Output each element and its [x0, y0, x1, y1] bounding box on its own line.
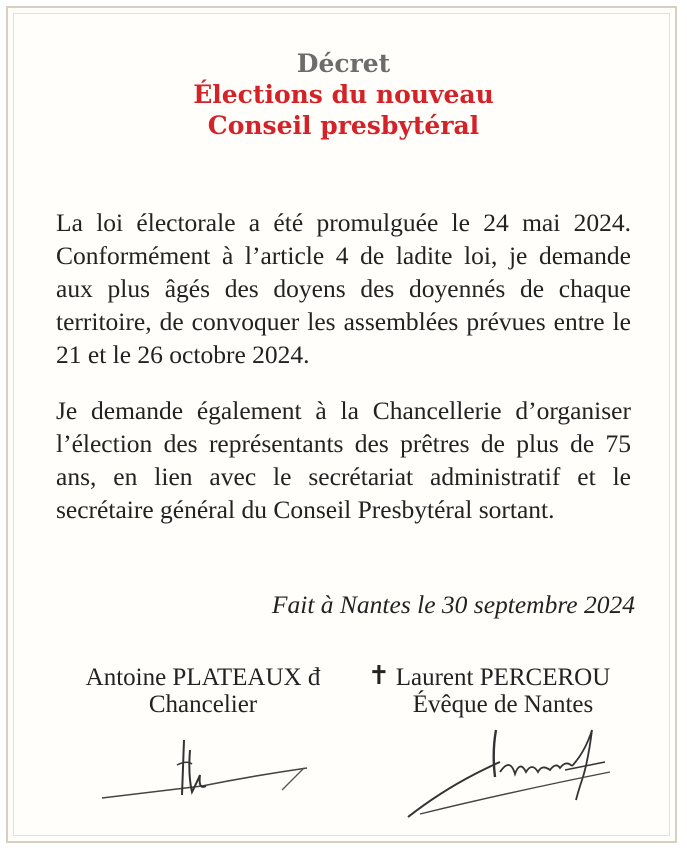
signatory-right-name: Laurent PERCEROU [395, 664, 611, 691]
signatory-right-role: Évêque de Nantes [412, 691, 594, 718]
signatory-left-name: Antoine PLATEAUX đ [85, 664, 321, 691]
decree-header [0, 48, 687, 141]
signatory-left [58, 664, 348, 718]
decree-title-line2: Conseil presbytéral [207, 111, 480, 140]
decree-title-line1: Élections du nouveau [193, 80, 494, 109]
signatory-right [362, 664, 644, 718]
paragraph-1: La loi électorale a été promulguée le 24 mai 2024. Conformément à l’article 4 de ladite loi, je demande aux plus âgés des doyens des doyennés de chaque territoire, de convoquer les assemblées prévues entre le 21 et le 26 octobre 2024. [56, 208, 631, 369]
cross-icon: ✝ [368, 661, 390, 691]
signature-chancelier-image [72, 720, 324, 830]
decree-type: Décret [296, 49, 391, 78]
signature-eveque-image [400, 722, 650, 832]
place-date: Fait à Nantes le 30 septembre 2024 [271, 590, 635, 619]
paragraph-2: Je demande également à la Chancellerie d’organiser l’élection des représentants des prêtres de plus de 75 ans, en lien avec le secrétariat administratif et le secrétaire général du Conseil Presbytéral sortant. [56, 396, 631, 524]
signatory-left-role: Chancelier [148, 691, 258, 718]
